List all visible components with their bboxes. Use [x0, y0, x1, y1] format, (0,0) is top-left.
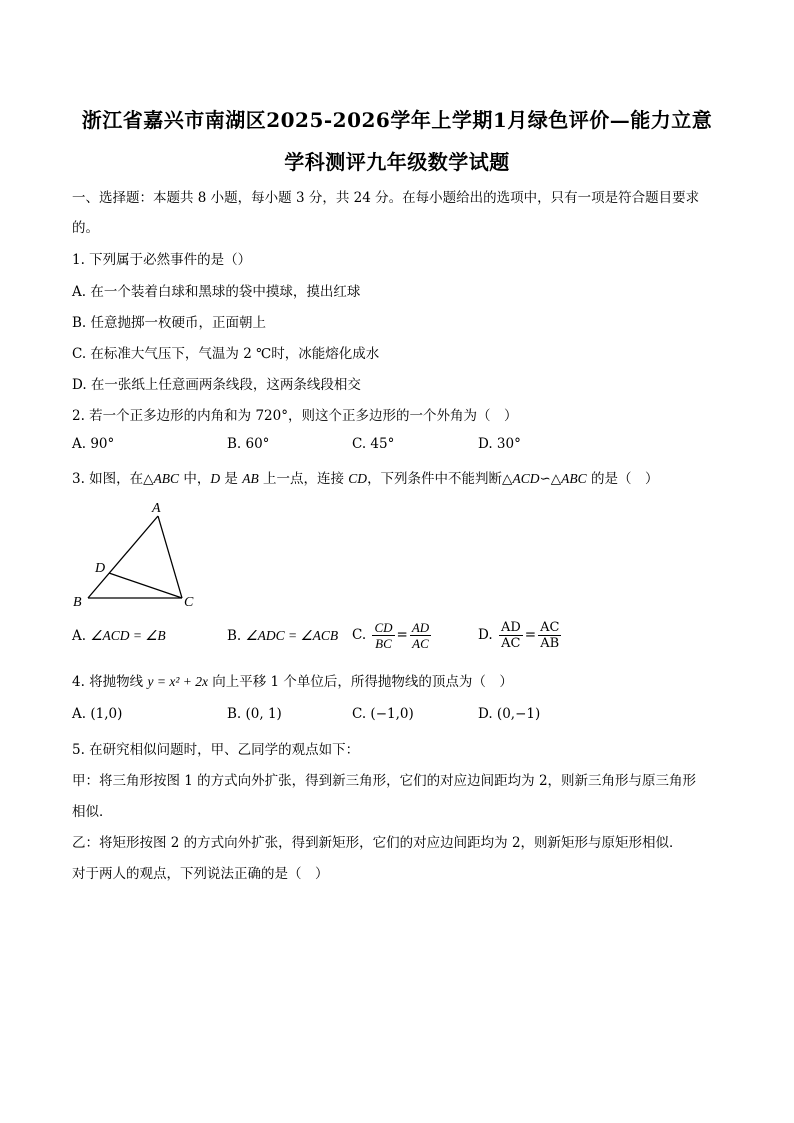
q3-option-a-expr: ∠ACD = ∠B	[90, 628, 166, 643]
frac-denominator: AC	[412, 636, 429, 651]
frac-numerator: AD	[411, 620, 430, 635]
q3-stem-mid4: ，下列条件中不能判断△	[367, 471, 513, 487]
frac-denominator: AC	[501, 636, 521, 651]
q3-abc-2: ABC	[561, 471, 587, 486]
q3-abc: ABC	[153, 471, 180, 486]
frac-numerator: CD	[374, 620, 393, 635]
q3-stem-pre: 3. 如图，在△	[72, 471, 154, 487]
q3-option-a	[72, 628, 166, 644]
q4-option-a: A. (1,0)	[72, 706, 123, 722]
q3-stem-tail: 的是（ ）	[586, 471, 659, 487]
q5-yi: 乙：将矩形按图 2 的方式向外扩张，得到新矩形，它们的对应边间距均为 2，则新矩形与原矩形相似．	[72, 835, 683, 851]
q4-parabola-expr: y = x² + 2x	[147, 674, 208, 689]
q3-option-c-frac2	[410, 620, 431, 651]
q3-stem-mid3: 上一点，连接	[258, 471, 349, 487]
triangle-figure	[70, 498, 210, 610]
q3-stem-mid2: 是	[220, 471, 243, 487]
label-d: D	[95, 561, 106, 576]
q3-option-b-expr: ∠ADC = ∠ACB	[245, 628, 339, 643]
q5-jia-line1: 甲：将三角形按图 1 的方式向外扩张，得到新三角形，它们的对应边间距均为 2，则新三角形与原三角形	[72, 773, 697, 789]
label-b: B	[73, 595, 82, 610]
q5-question: 对于两人的观点，下列说法正确的是（ ）	[72, 866, 329, 882]
frac-numerator: AD	[500, 620, 521, 635]
label-a: A	[152, 501, 161, 516]
q3-similar-symbol: ∽△	[539, 471, 562, 487]
section-heading: 一、选择题：本题共 8 小题，每小题 3 分，共 24 分。在每小题给出的选项中，只有一项是符合题目要求	[72, 190, 700, 206]
q3-stem-mid1: 中，	[179, 471, 211, 487]
q5-stem: 5. 在研究相似问题时，甲、乙同学的观点如下：	[72, 742, 360, 758]
exam-title-line2: 学科测评九年级数学试题	[284, 150, 510, 174]
q3-option-c	[352, 620, 433, 651]
q2-option-b: B. 60°	[227, 436, 270, 452]
label-c: C	[184, 595, 194, 610]
equals-sign: =	[396, 627, 408, 643]
frac-numerator: AC	[540, 620, 560, 635]
frac-denominator: BC	[375, 636, 392, 651]
q3-acd: ACD	[512, 471, 540, 486]
q2-option-c: C. 45°	[352, 436, 395, 452]
q3-option-d	[478, 620, 563, 651]
q4-option-d: D. (0,−1)	[478, 706, 541, 722]
q4-stem-post: 向上平移 1 个单位后，所得抛物线的顶点为（ ）	[207, 674, 513, 690]
q2-option-a: A. 90°	[72, 436, 115, 452]
q3-point-d: D	[210, 471, 221, 486]
equals-sign: =	[524, 627, 537, 643]
q2-stem: 2. 若一个正多边形的内角和为 720°，则这个正多边形的一个外角为（ ）	[72, 408, 518, 424]
q3-option-d-frac2	[538, 620, 561, 651]
q4-stem-pre: 4. 将抛物线	[72, 674, 148, 690]
segment-dc	[109, 573, 182, 598]
q1-option-b: B. 任意抛掷一枚硬币，正面朝上	[72, 315, 267, 331]
q4-option-b: B. (0, 1)	[227, 706, 282, 722]
q3-segment-cd: CD	[348, 471, 368, 486]
exam-title-line1: 浙江省嘉兴市南湖区2025-2026学年上学期1月绿色评价—能力立意	[81, 108, 713, 132]
q3-option-a-label: A.	[72, 628, 87, 644]
q4-option-c: C. (−1,0)	[352, 706, 414, 722]
q3-option-d-frac1	[499, 620, 523, 651]
q3-segment-ab: AB	[242, 471, 259, 486]
q1-option-a: A. 在一个装着白球和黑球的袋中摸球，摸出红球	[72, 284, 361, 300]
q4-stem	[72, 670, 513, 690]
q1-option-c: C. 在标准大气压下，气温为 2 ℃时，冰能熔化成水	[72, 346, 380, 362]
q3-option-c-label: C.	[352, 627, 367, 643]
q1-option-d: D. 在一张纸上任意画两条线段，这两条线段相交	[72, 377, 361, 393]
q3-option-c-frac1	[372, 620, 394, 651]
q3-option-b	[227, 628, 338, 644]
segment-ac	[158, 516, 182, 598]
q5-jia-line2: 相似．	[72, 804, 113, 820]
frac-denominator: AB	[540, 636, 560, 651]
q3-option-b-label: B.	[227, 628, 242, 644]
q3-option-d-label: D.	[478, 627, 493, 643]
section-heading-cont: 的。	[72, 220, 99, 236]
q2-option-d: D. 30°	[478, 436, 521, 452]
q1-stem: 1. 下列属于必然事件的是（）	[72, 252, 252, 268]
q3-stem	[72, 467, 658, 487]
